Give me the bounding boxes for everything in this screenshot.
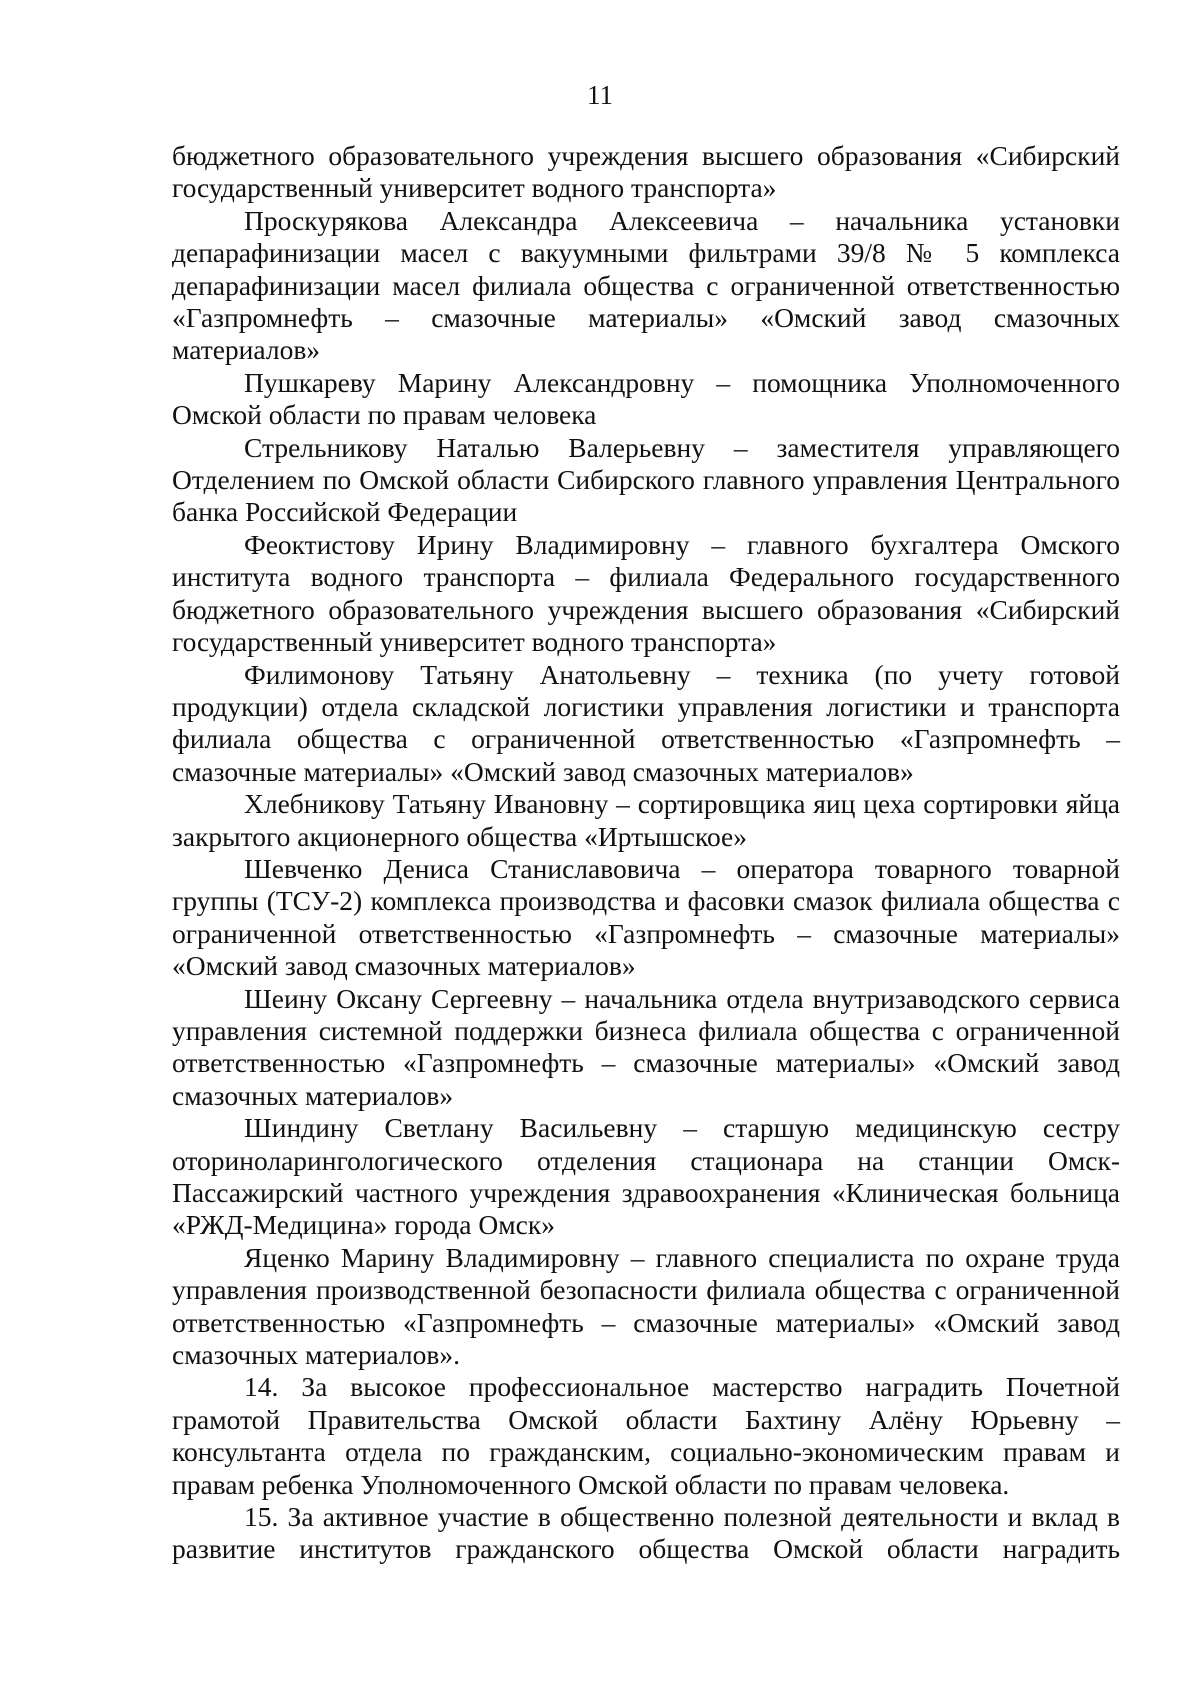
paragraph: Феоктистову Ирину Владимировну – главного бухгалтера Омского института водного транспорта – филиала Федерального государственного бюджетного образовательного учреждения высшего образования «Сибирский государственный университет водного транспорта» xyxy=(172,528,1120,658)
paragraph: Шиндину Светлану Васильевну – старшую медицинскую сестру оториноларингологического отделения стационара на станции Омск-Пассажирский частного учреждения здравоохранения «Клиническая больница «РЖД-Медицина» города Омск» xyxy=(172,1112,1120,1241)
paragraph: Шеину Оксану Сергеевну – начальника отдела внутризаводского сервиса управления системной поддержки бизнеса филиала общества с ограниченной ответственностью «Газпромнефть – смазочные материалы» «Омский завод смазочных материалов» xyxy=(172,982,1120,1111)
paragraph: 14. За высокое профессиональное мастерство наградить Почетной грамотой Правительства Омской области Бахтину Алёну Юрьевну – консультанта отдела по гражданским, социально-экономическим правам и правам ребенка Уполномоченного Омской области по правам человека. xyxy=(172,1371,1120,1500)
page-number: 11 xyxy=(587,80,613,110)
paragraph: 15. За активное участие в общественно полезной деятельности и вклад в развитие институтов гражданского общества Омской области наградить xyxy=(172,1501,1120,1565)
paragraph: Филимонову Татьяну Анатольевну – техника (по учету готовой продукции) отдела складской логистики управления логистики и транспорта филиала общества с ограниченной ответственностью «Газпромнефть – смазочные материалы» «Омский завод смазочных материалов» xyxy=(172,658,1120,787)
paragraph: Проскурякова Александра Алексеевича – начальника установки депарафинизации масел с вакуумными фильтрами 39/8 № 5 комплекса депарафинизации масел филиала общества с ограниченной ответственностью «Газпромнефть – смазочные материалы» «Омский завод смазочных материалов» xyxy=(172,204,1120,366)
paragraph-continuation: бюджетного образовательного учреждения высшего образования «Сибирский государственный университет водного транспорта» xyxy=(172,140,1120,204)
paragraph: Яценко Марину Владимировну – главного специалиста по охране труда управления производственной безопасности филиала общества с ограниченной ответственностью «Газпромнефть – смазочные материалы» «Омский завод смазочных материалов». xyxy=(172,1241,1120,1371)
paragraph: Хлебникову Татьяну Ивановну – сортировщика яиц цеха сортировки яйца закрытого акционерного общества «Иртышское» xyxy=(172,788,1120,852)
paragraph: Пушкареву Марину Александровну – помощника Уполномоченного Омской области по правам человека xyxy=(172,366,1120,431)
document-body xyxy=(172,140,1120,1566)
paragraph: Стрельникову Наталью Валерьевну – заместителя управляющего Отделением по Омской области Сибирского главного управления Центрального банка Российской Федерации xyxy=(172,431,1120,528)
paragraph: Шевченко Дениса Станиславовича – оператора товарного товарной группы (ТСУ-2) комплекса производства и фасовки смазок филиала общества с ограниченной ответственностью «Газпромнефть – смазочные материалы» «Омский завод смазочных материалов» xyxy=(172,852,1120,982)
